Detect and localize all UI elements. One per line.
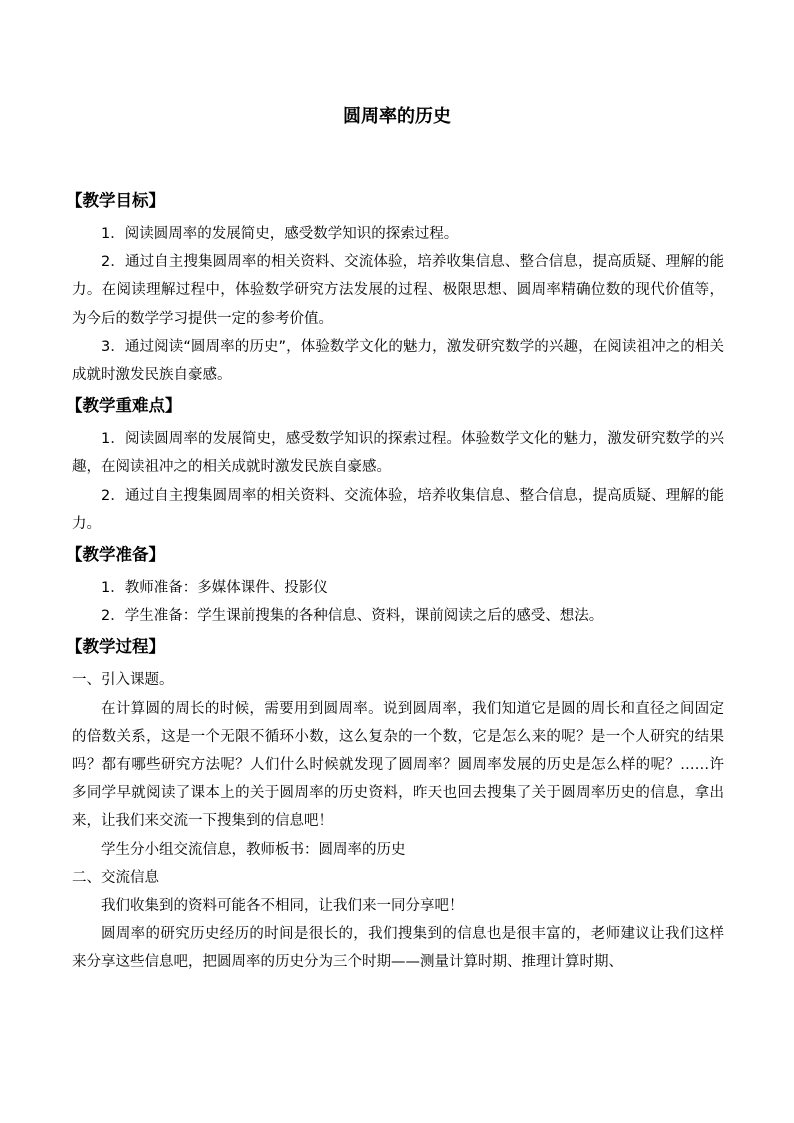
paragraph: 在计算圆的周长的时候，需要用到圆周率。说到圆周率，我们知道它是圆的周长和直径之间固定的倍数关系，这是一个无限不循环小数，这么复杂的一个数，它是怎么来的呢？是一个人研究的结果吗？都有哪些研究方法呢？人们什么时候就发现了圆周率？圆周率发展的历史是怎么样的呢？……许多同学早就阅读了课本上的关于圆周率的历史资料，昨天也回去搜集了关于圆周率历史的信息，拿出来，让我们来交流一下搜集到的信息吧！ — [72, 700, 724, 830]
paragraph: 2．通过自主搜集圆周率的相关资料、交流体验，培养收集信息、整合信息，提高质疑、理解的能力。在阅读理解过程中，体验数学研究方法发展的过程、极限思想、圆周率精确位数的现代价值等，为今后的数学学习提供一定的参考价值。 — [72, 254, 724, 327]
page-title: 圆周率的历史 — [343, 106, 451, 127]
subheading: 二、交流信息 — [72, 869, 159, 886]
paragraph: 3．通过阅读“圆周率的历史”，体验数学文化的魅力，激发研究数学的兴趣，在阅读祖冲之的相关成就时激发民族自豪感。 — [72, 338, 724, 384]
paragraph: 学生分小组交流信息，教师板书：圆周率的历史 — [101, 841, 406, 858]
paragraph: 我们收集到的资料可能各不相同，让我们来一同分享吧！ — [101, 898, 464, 915]
paragraph: 圆周率的研究历史经历的时间是很长的，我们搜集到的信息也是很丰富的，老师建议让我们这样来分享这些信息吧，把圆周率的历史分为三个时期——测量计算时期、推理计算时期、 — [72, 926, 724, 971]
subheading: 一、引入课题。 — [72, 672, 174, 689]
section-heading-process: 【教学过程】 — [66, 637, 165, 657]
paragraph: 1．阅读圆周率的发展简史，感受数学知识的探索过程。 — [101, 226, 459, 242]
paragraph: 2．学生准备：学生课前搜集的各种信息、资料，课前阅读之后的感受、想法。 — [101, 608, 604, 625]
section-heading-objectives: 【教学目标】 — [66, 191, 165, 210]
document-body — [66, 186, 724, 977]
paragraph: 1．教师准备：多媒体课件、投影仪 — [101, 580, 328, 597]
paragraph: 2．通过自主搜集圆周率的相关资料、交流体验，培养收集信息、整合信息，提高质疑、理解的能力。 — [72, 487, 724, 532]
section-heading-preparation: 【教学准备】 — [66, 545, 165, 565]
paragraph: 1．阅读圆周率的发展简史，感受数学知识的探索过程。体验数学文化的魅力，激发研究数学的兴趣，在阅读祖冲之的相关成就时激发民族自豪感。 — [72, 431, 724, 476]
section-heading-key-points: 【教学重难点】 — [66, 396, 182, 416]
